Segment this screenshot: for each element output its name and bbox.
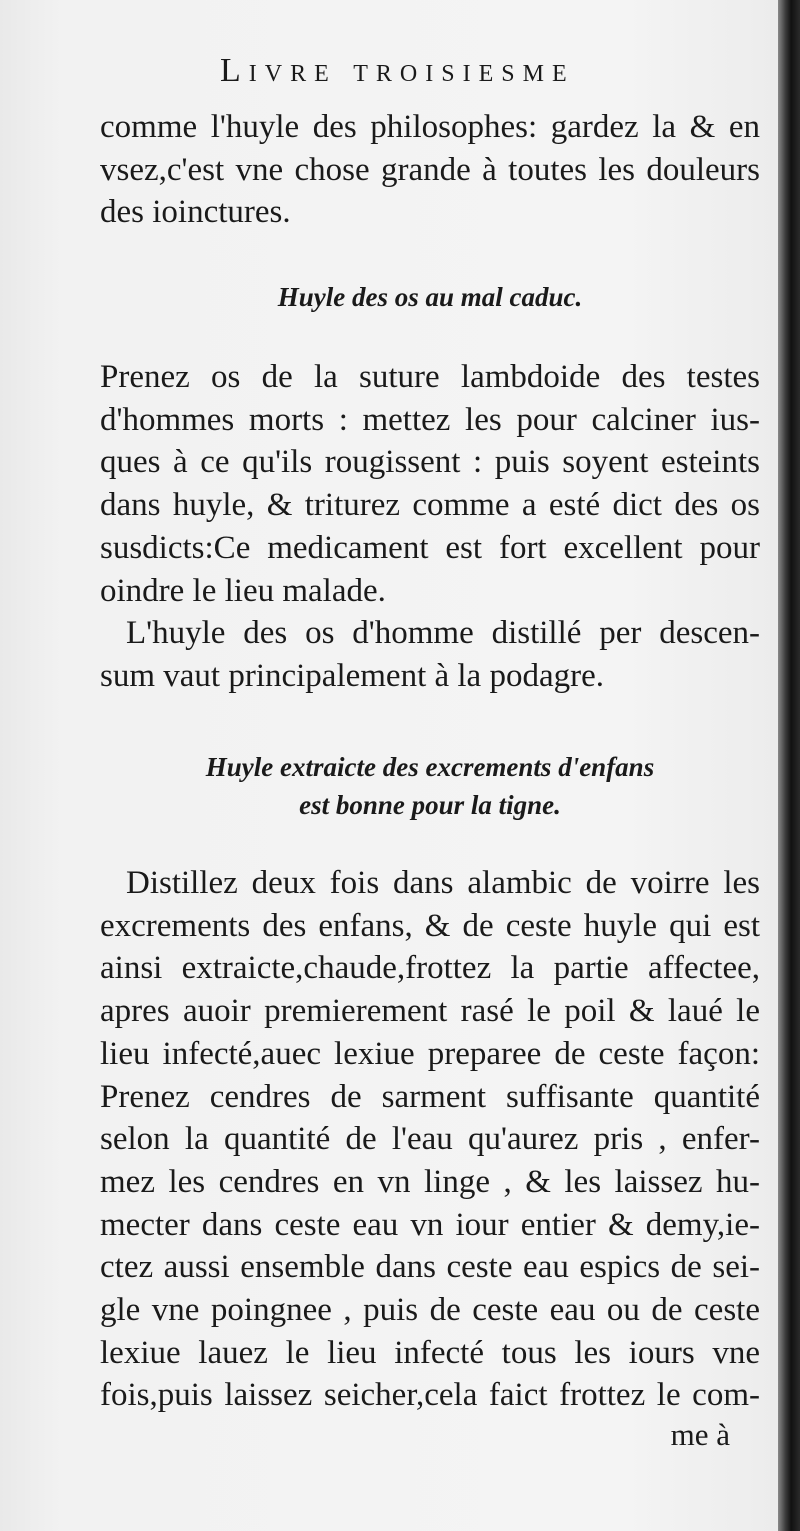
text-line: Prenez cendres de sarment suffisante quantité <box>100 1078 760 1115</box>
text-line: comme l'huyle des philosophes: gardez la & en <box>100 109 760 145</box>
text-line: Prenez os de la suture lambdoide des testes <box>100 359 760 395</box>
text-line: gle vne poingnee , puis de ceste eau ou de ceste <box>100 1292 760 1329</box>
text-line: d'hommes morts : mettez les pour calciner ius- <box>100 401 760 438</box>
text-line: selon la quantité de l'eau qu'aurez pris , enfer- <box>100 1121 760 1158</box>
text-line: excrements des enfans, & de ceste huyle qui est <box>100 907 760 944</box>
text-line: oindre le lieu malade. <box>100 572 386 609</box>
text-line: Distillez deux fois dans alambic de voirre les <box>126 865 760 901</box>
text-line: vsez,c'est vne chose grande à toutes les douleurs <box>100 151 760 188</box>
text-line: fois,puis laissez seicher,cela faict frottez le com- <box>100 1377 760 1414</box>
text-line: ainsi extraicte,chaude,frottez la partie affectee, <box>100 950 760 987</box>
text-line: L'huyle des os d'homme distillé per descen- <box>126 615 760 652</box>
book-binding-edge <box>778 0 800 1531</box>
paragraph-distillez <box>100 862 760 1417</box>
section-heading-excrements-line1: Huyle extraicte des excrements d'enfans <box>205 752 655 782</box>
text-line: lexiue lauez le lieu infecté tous les iours vne <box>100 1334 760 1371</box>
catchword: me à <box>670 1417 730 1452</box>
text-line: des ioinctures. <box>100 194 291 231</box>
text-line: ctez aussi ensemble dans ceste eau espics de sei- <box>100 1249 760 1286</box>
text-line: mecter dans ceste eau vn iour entier & demy,ie- <box>100 1206 760 1243</box>
text-line: sum vaut principalement à la podagre. <box>100 657 604 694</box>
section-heading-os-mal-caduc: Huyle des os au mal caduc. <box>277 282 583 312</box>
text-line: lieu infecté,auec lexiue preparee de ceste façon: <box>100 1035 760 1072</box>
paragraph-continuation <box>100 106 760 234</box>
section-heading-excrements-line2: est bonne pour la tigne. <box>299 790 561 820</box>
running-head: Livre troisiesme <box>220 52 575 89</box>
text-line: susdicts:Ce medicament est fort excellent pour <box>100 529 760 566</box>
text-line: mez les cendres en vn linge , & les laissez hu- <box>100 1163 760 1200</box>
text-line: ques à ce qu'ils rougissent : puis soyent esteints <box>100 444 760 481</box>
text-line: apres auoir premierement rasé le poil & laué le <box>100 993 760 1030</box>
paragraph-os-calcines <box>100 356 760 698</box>
text-line: dans huyle, & triturez comme a esté dict des os <box>100 487 760 524</box>
